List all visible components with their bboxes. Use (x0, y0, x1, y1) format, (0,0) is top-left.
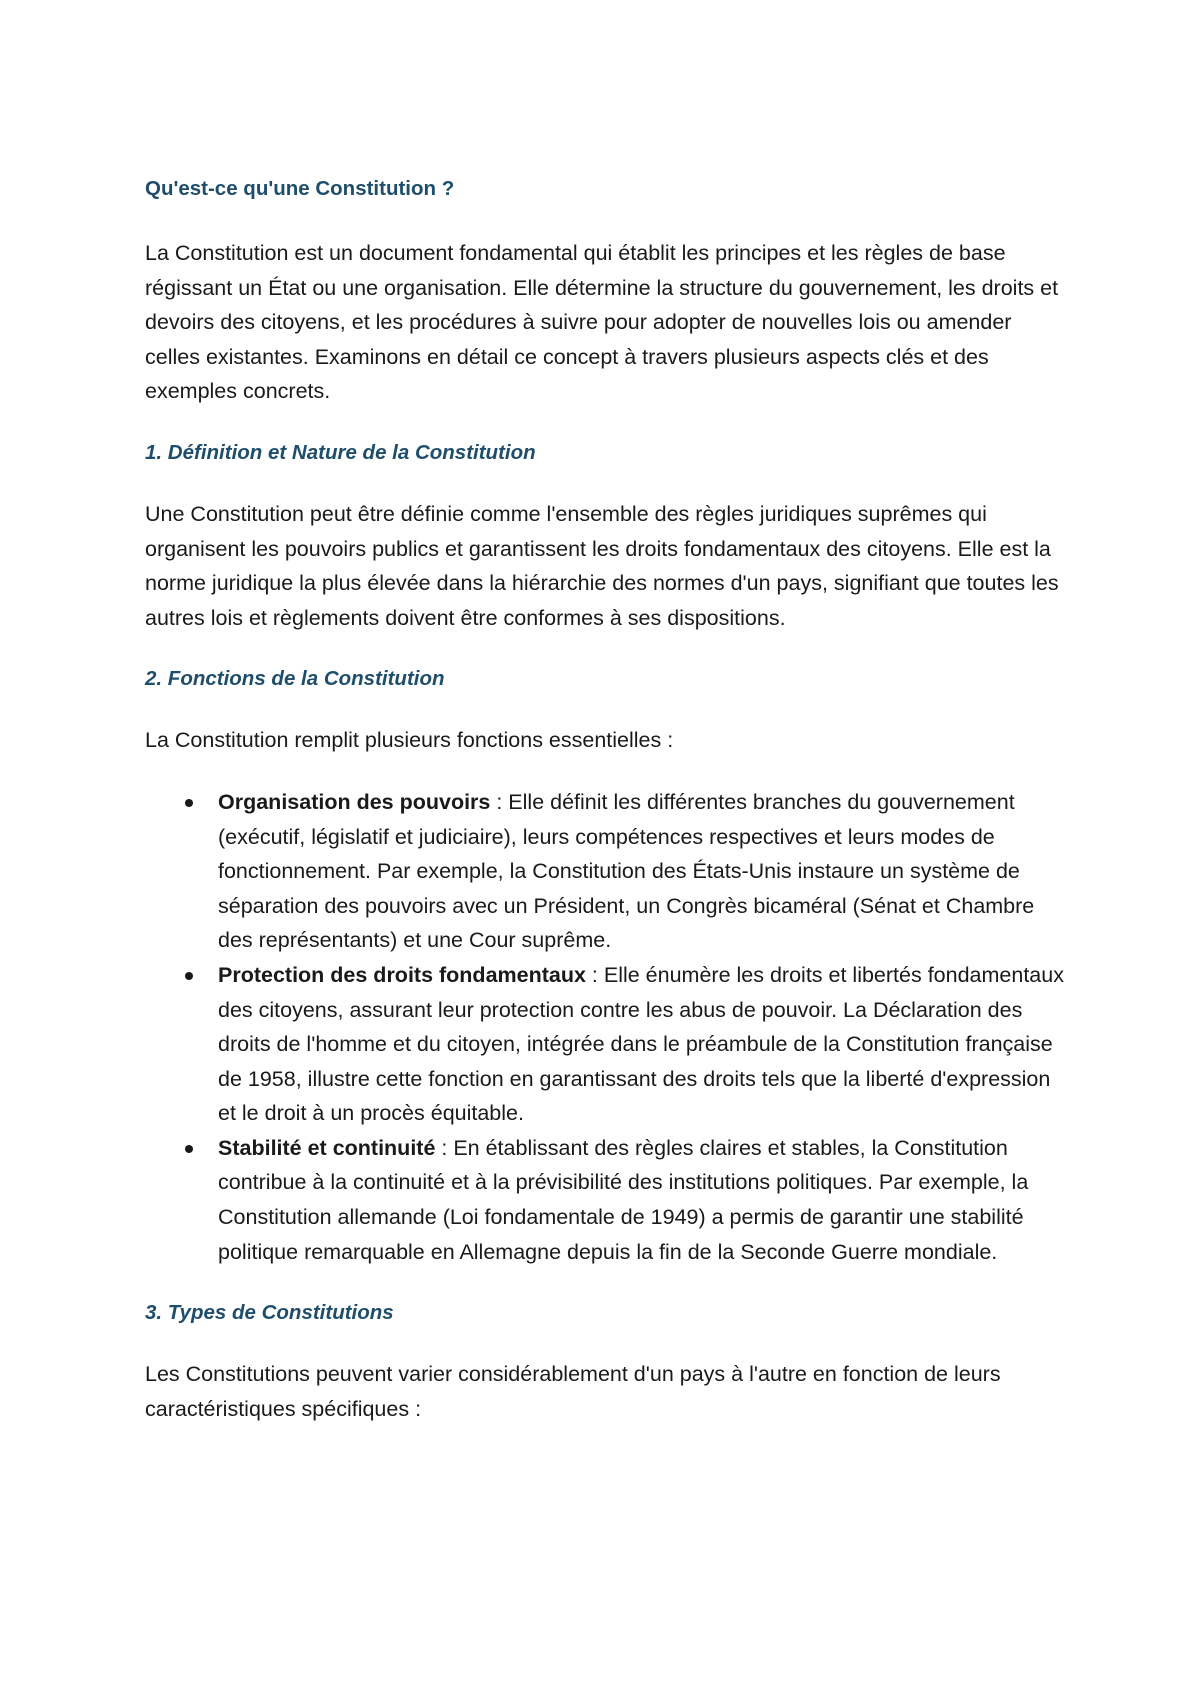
intro-paragraph: La Constitution est un document fondamental qui établit les principes et les règles de base régissant un État ou une organisation. Elle détermine la structure du gouvernement, les droits et devoirs des citoyens, et les procédures à suivre pour adopter de nouvelles lois ou amender celles existantes. Examinons en détail ce concept à travers plusieurs aspects clés et des exemples concrets. (145, 241, 1059, 404)
section-paragraph-types: Les Constitutions peuvent varier considérablement d'un pays à l'autre en fonction de leurs caractéristiques spécifiques : (145, 1362, 1001, 1421)
list-item (145, 785, 1065, 958)
functions-list (145, 785, 1065, 1269)
list-item-title: Organisation des pouvoirs (218, 789, 491, 814)
list-item-text: : Elle définit les différentes branches du gouvernement (exécutif, législatif et judiciaire), leurs compétences respectives et leurs modes de fonctionnement. Par exemple, la Constitution des États-Unis instaure un système de séparation des pouvoirs avec un Président, un Congrès bicaméral (Sénat et Chambre des représentants) et une Cour suprême. (218, 789, 1035, 953)
section-heading-functions: 2. Fonctions de la Constitution (145, 667, 445, 691)
list-item-text: : Elle énumère les droits et libertés fondamentaux des citoyens, assurant leur protection contre les abus de pouvoir. La Déclaration des droits de l'homme et du citoyen, intégrée dans le préambule de la Constitution française de 1958, illustre cette fonction en garantissant des droits tels que la liberté d'expression et le droit à un procès équitable. (218, 962, 1064, 1126)
bullet-icon (185, 799, 193, 807)
list-item-title: Stabilité et continuité (218, 1135, 436, 1160)
document-title: Qu'est-ce qu'une Constitution ? (145, 177, 455, 200)
list-item (145, 958, 1065, 1131)
bullet-icon (185, 972, 193, 980)
document-page (145, 172, 1065, 1426)
section-heading-types: 3. Types de Constitutions (145, 1301, 394, 1325)
section-paragraph-functions: La Constitution remplit plusieurs fonctions essentielles : (145, 728, 674, 753)
list-item-title: Protection des droits fondamentaux (218, 962, 586, 987)
list-item (145, 1131, 1065, 1269)
section-heading-definition: 1. Définition et Nature de la Constitution (145, 440, 536, 464)
list-item-text: : En établissant des règles claires et stables, la Constitution contribue à la continuité et à la prévisibilité des institutions politiques. Par exemple, la Constitution allemande (Loi fondamentale de 1949) a permis de garantir une stabilité politique remarquable en Allemagne depuis la fin de la Seconde Guerre mondiale. (218, 1135, 1029, 1264)
section-paragraph-definition: Une Constitution peut être définie comme l'ensemble des règles juridiques suprêmes qui organisent les pouvoirs publics et garantissent les droits fondamentaux des citoyens. Elle est la norme juridique la plus élevée dans la hiérarchie des normes d'un pays, signifiant que toutes les autres lois et règlements doivent être conformes à ses dispositions. (145, 501, 1059, 630)
bullet-icon (185, 1145, 193, 1153)
